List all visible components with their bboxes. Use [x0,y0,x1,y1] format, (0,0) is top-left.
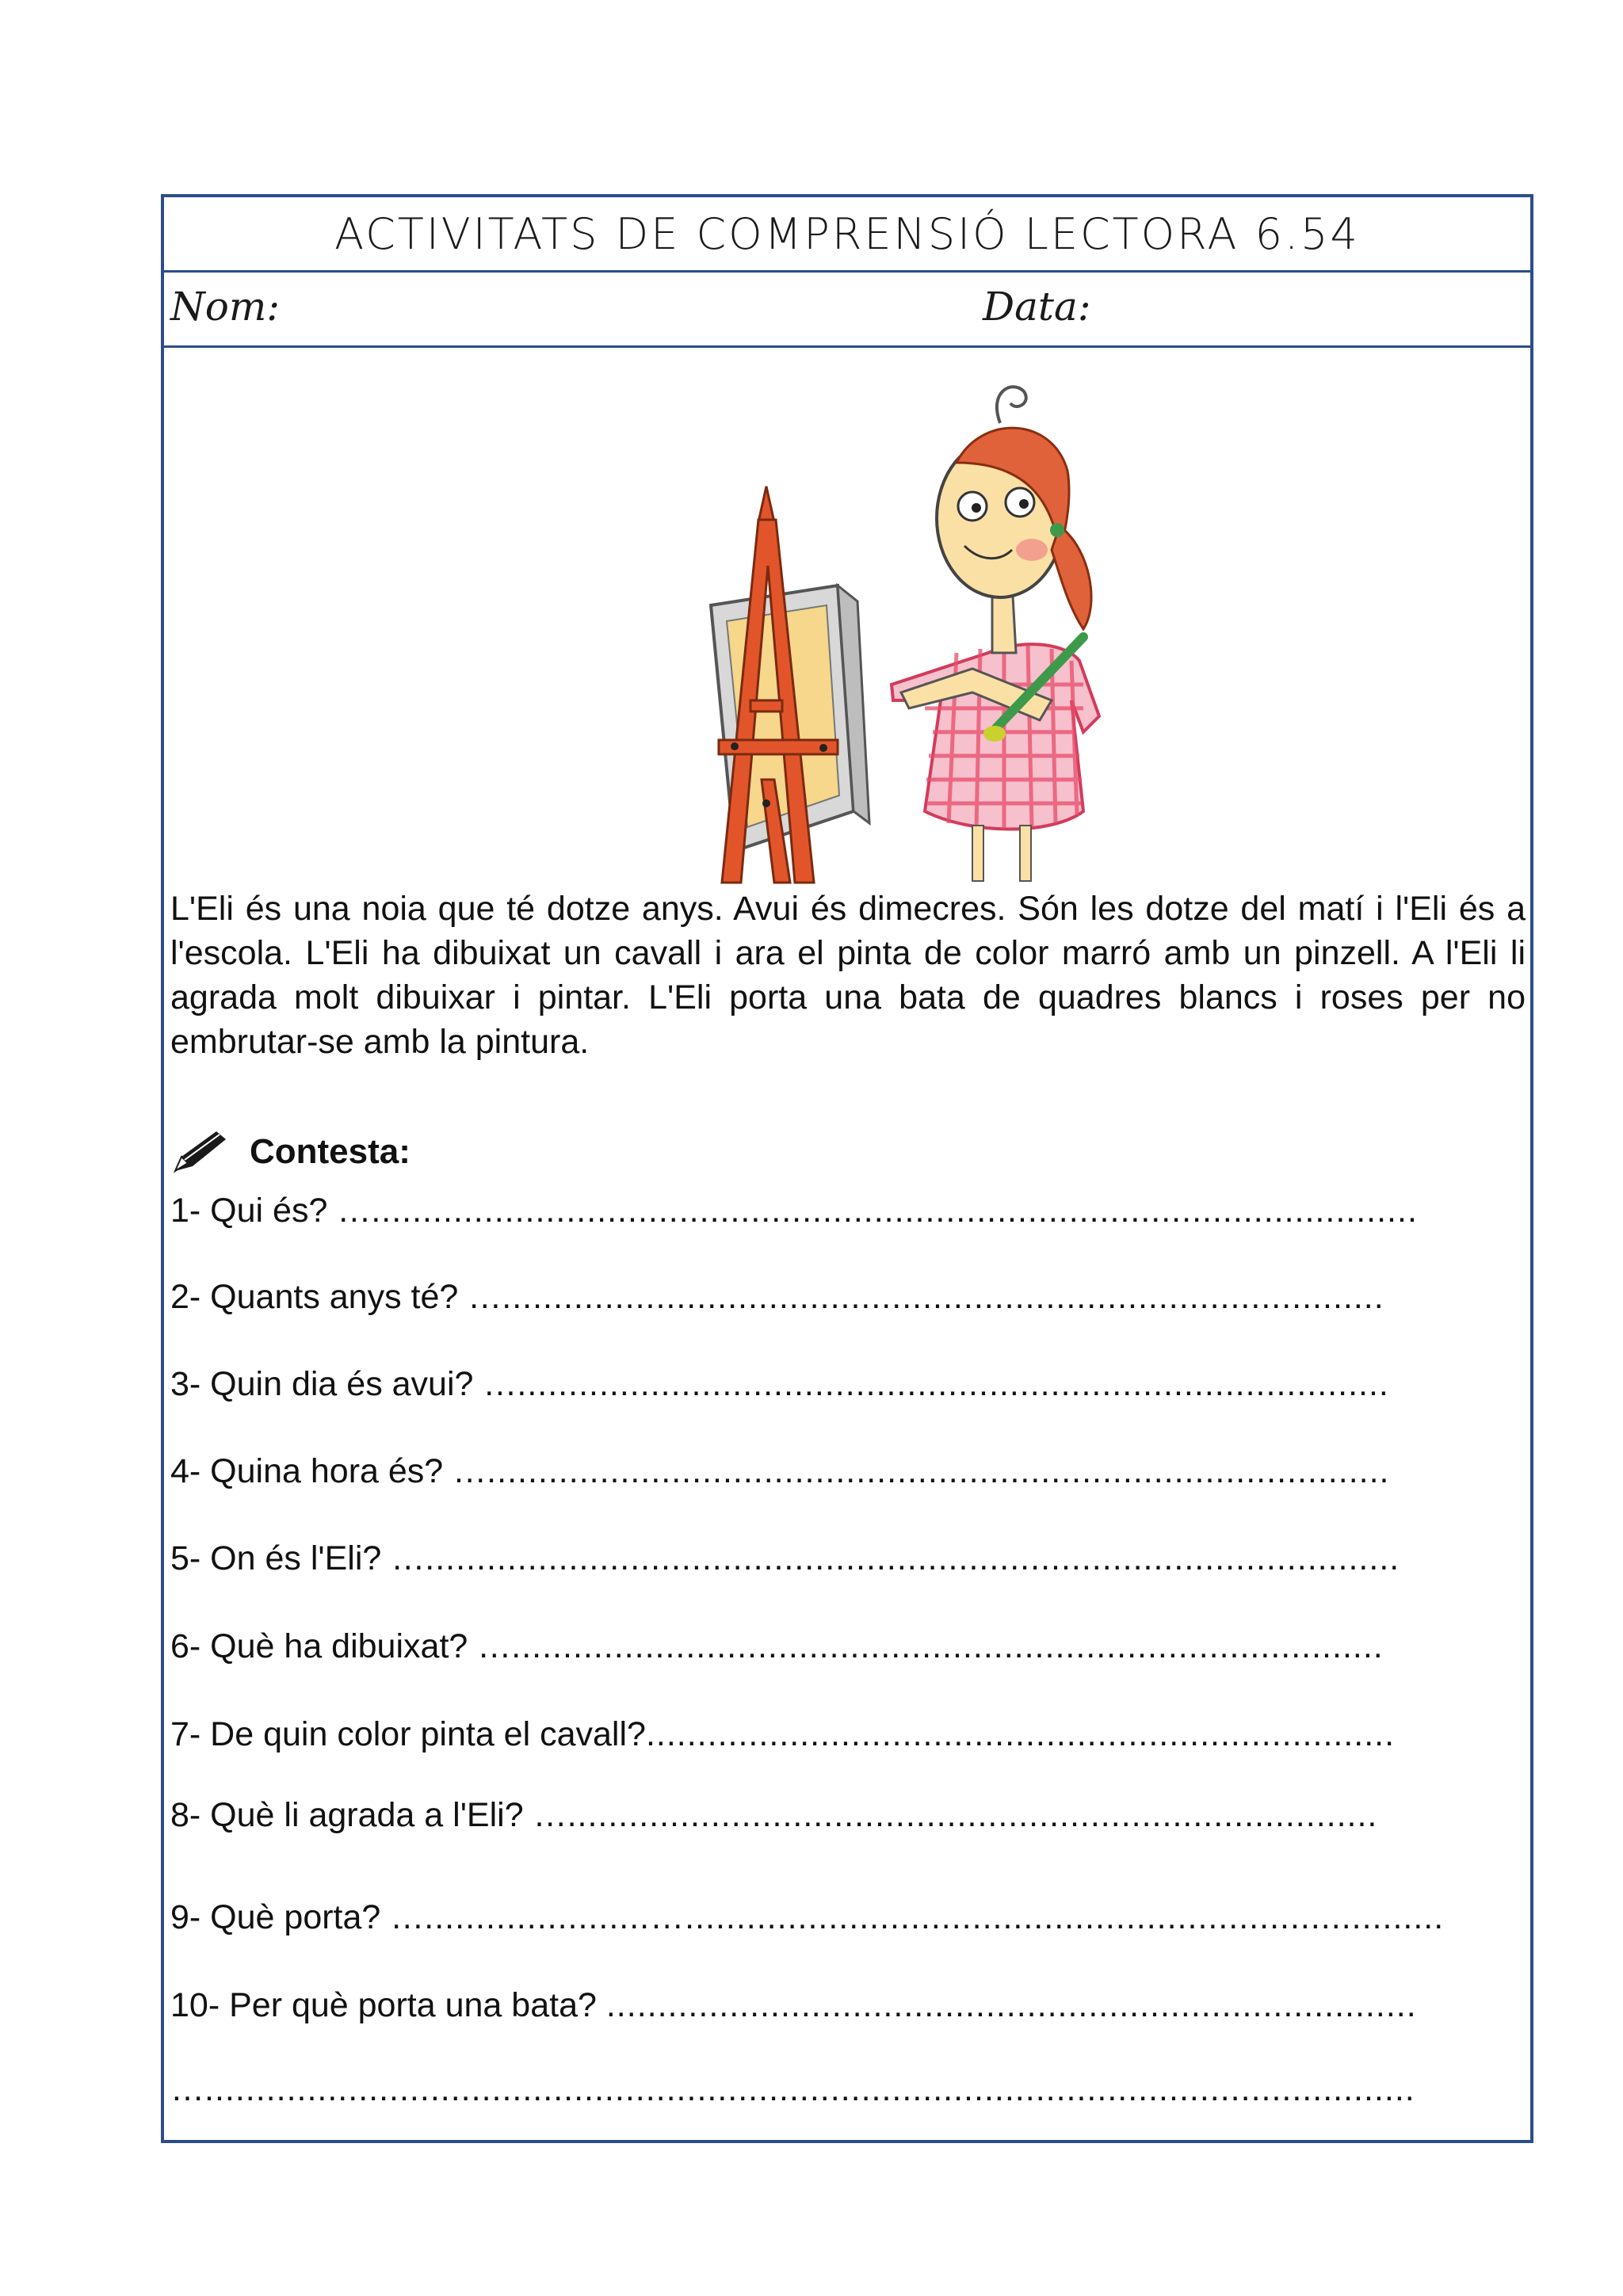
question-10[interactable]: 10- Per què porta una bata? ............................................................................... [170,1986,1417,2024]
worksheet-title: ACTIVITATS DE COMPRENSIÓ LECTORA 6.54 [334,208,1360,259]
question-2[interactable]: 2- Quants anys té? …...................................................................................... [170,1278,1384,1316]
name-label: Nom: [170,284,281,330]
girl-figure [892,387,1099,881]
question-3[interactable]: 3- Quin dia és avui? …..................................................................................... [170,1365,1389,1403]
reading-passage: L'Eli és una noia que té dotze anys. Avui és dimecres. Són les dotze del matí i l'Eli és a l'escola. L'Eli ha dibuixat un cavall i ara el pinta de color marró amb un pinzell. A l'Eli li agrada molt dibuixar i pintar. L'Eli porta una bata de quadres blancs i roses per no embrutar-se amb la pintura. [170,890,1526,1061]
pencil-icon [170,1128,229,1176]
date-label: Data: [983,284,1091,330]
title-row [164,197,1530,273]
question-6[interactable]: 6- Què ha dibuixat? …..................................................................................... [170,1627,1384,1665]
worksheet [161,194,1533,2143]
question-4[interactable]: 4- Quina hora és? …........................................................................................ [170,1452,1390,1490]
name-date-row [164,273,1530,348]
question-5[interactable]: 5- On és l'Eli? …............................................................................................... [170,1539,1400,1577]
girl-painting-illustration [640,368,1242,891]
question-1[interactable]: 1- Qui és? …...................................................................................................... [170,1192,1418,1230]
contesta-heading [170,1128,411,1176]
question-8[interactable]: 8- Què li agrada a l'Eli? …............................................................................... [170,1796,1378,1834]
answer-line-extra[interactable]: …...................................................................................................................... [170,2070,1415,2108]
question-9[interactable]: 9- Què porta? …......................….......................................................................... [170,1898,1445,1936]
question-7[interactable]: 7- De quin color pinta el cavall?......................................................................... [170,1715,1396,1753]
contesta-label: Contesta: [250,1132,411,1171]
